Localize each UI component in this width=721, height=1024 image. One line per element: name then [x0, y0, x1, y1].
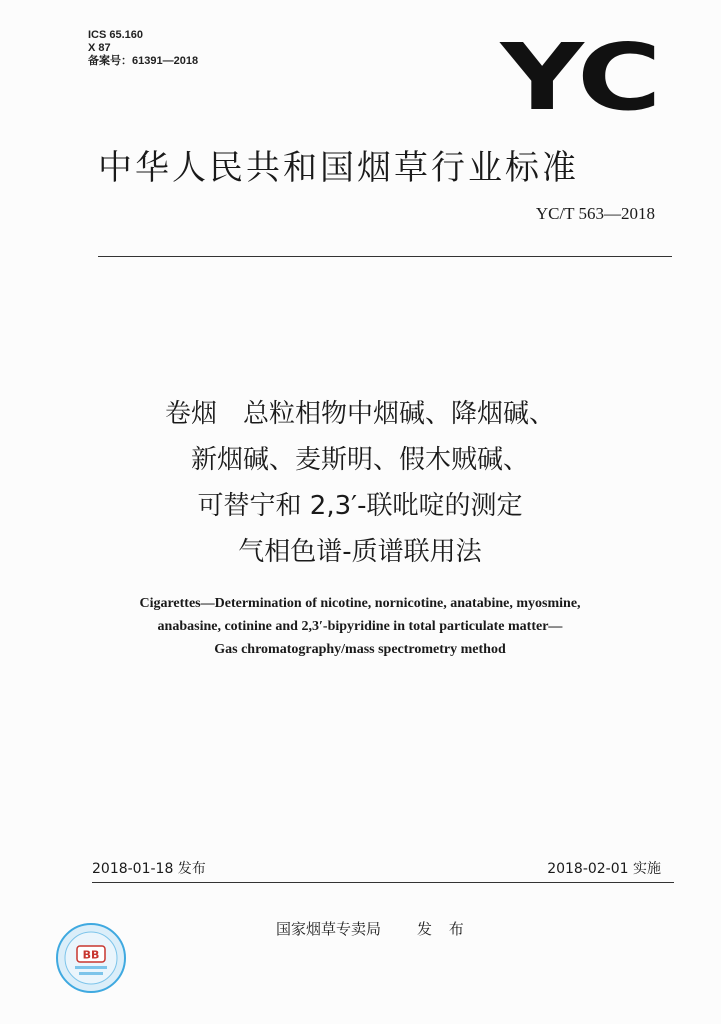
chinese-title-line: 气相色谱-质谱联用法	[238, 537, 482, 567]
header-divider	[98, 256, 672, 257]
ics-code: ICS 65.160	[88, 29, 144, 41]
chinese-title-line: 可替宁和 2,3′-联吡啶的测定	[197, 491, 523, 521]
issuer-line	[276, 918, 470, 939]
yc-logo: YC	[500, 24, 660, 131]
chinese-title	[60, 391, 660, 575]
issuer-name: 国家烟草专卖局	[276, 920, 382, 938]
chinese-title-line: 卷烟 总粒相物中烟碱、降烟碱、	[164, 399, 555, 429]
seal-logo-text: BB	[82, 948, 100, 962]
english-title	[60, 592, 660, 661]
class-code: X 87	[88, 42, 111, 54]
standards-seal-icon	[55, 922, 127, 994]
classification-block	[88, 29, 198, 68]
record-number: 备案号：61391—2018	[88, 55, 199, 67]
issue-date: 2018-01-18 发布	[92, 861, 206, 877]
issuer-action: 发 布	[417, 920, 470, 938]
implementation-date: 2018-02-01 实施	[547, 861, 661, 877]
standard-code: YC/T 563—2018	[535, 204, 655, 223]
standard-type-title: 中华人民共和国烟草行业标准	[98, 148, 579, 188]
english-title-line: Gas chromatography/mass spectrometry method	[214, 642, 506, 657]
chinese-title-line: 新烟碱、麦斯明、假木贼碱、	[190, 445, 529, 475]
footer-divider	[92, 882, 674, 883]
english-title-line: anabasine, cotinine and 2,3′-bipyridine in total particulate matter—	[157, 619, 563, 634]
english-title-line: Cigarettes—Determination of nicotine, nornicotine, anatabine, myosmine,	[139, 596, 581, 611]
